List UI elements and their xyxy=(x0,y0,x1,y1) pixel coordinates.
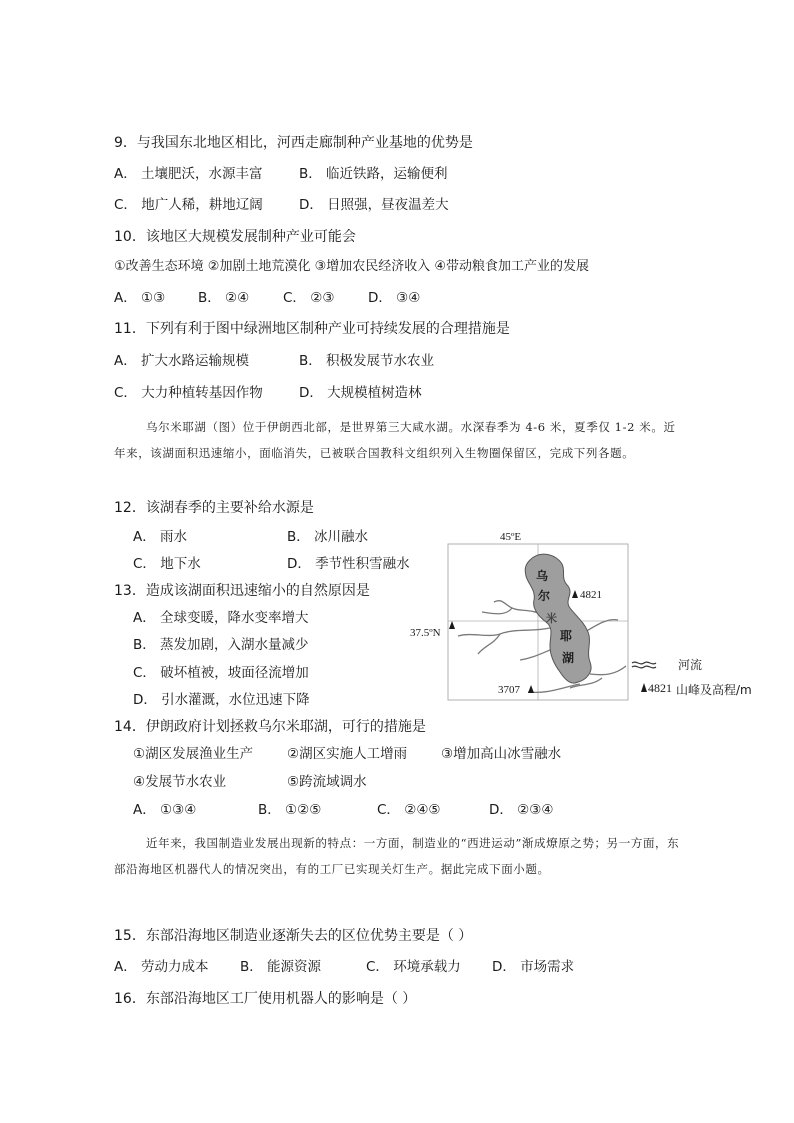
river xyxy=(482,608,512,614)
q15-options xyxy=(0,958,794,976)
q15-stem: 15．东部沿海地区制造业逐渐失去的区位优势主要是（ ） xyxy=(114,928,473,944)
q12-option-a: A． 雨水 xyxy=(133,529,188,545)
q14-stem: 14．伊朗政府计划拯救乌尔米耶湖，可行的措施是 xyxy=(114,719,426,735)
q16-stem: 16．东部沿海地区工厂使用机器人的影响是（ ） xyxy=(114,991,417,1007)
q13-option-d: D． 引水灌溉，水位迅速下降 xyxy=(133,692,310,708)
q9-options-2 xyxy=(0,196,794,214)
river xyxy=(590,666,626,675)
q12-options-2 xyxy=(0,555,420,573)
q12-option-b: B． 冰川融水 xyxy=(287,529,369,545)
q10-option-b: B． ②④ xyxy=(198,290,250,306)
passage-manufacturing: 近年来，我国制造业发展出现新的特点：一方面，制造业的“西进运动”渐成燎原之势；另一方面，东部沿海地区机器代人的情况突出，有的工厂已实现关灯生产。据此完成下面小题。 xyxy=(114,836,680,876)
q11-option-d: D． 大规模植树造林 xyxy=(299,385,422,401)
lake-char-2: 尔 xyxy=(538,589,551,603)
q9-options xyxy=(0,165,794,183)
q13-option-a: A． 全球变暖，降水变率增大 xyxy=(133,610,309,626)
q11-option-c: C． 大力种植转基因作物 xyxy=(114,385,263,401)
q13-option-b: B． 蒸发加剧，入湖水量减少 xyxy=(133,637,309,653)
q14-item-1: ①湖区发展渔业生产 xyxy=(133,746,254,762)
q15-option-b: B． 能源资源 xyxy=(240,959,322,975)
river-legend-icon xyxy=(632,662,656,664)
peak-icon xyxy=(528,685,534,693)
q10-stem: 10．该地区大规模发展制种产业可能会 xyxy=(114,229,356,245)
q15-option-d: D． 市场需求 xyxy=(492,959,575,975)
river xyxy=(528,684,580,692)
q10-items: ①改善生态环境 ②加剧土地荒漠化 ③增加农民经济收入 ④带动粮食加工产业的发展 xyxy=(114,259,590,274)
map-svg xyxy=(410,528,770,703)
q9-option-d: D． 日照强，昼夜温差大 xyxy=(299,197,449,213)
q14-option-b: B． ①②⑤ xyxy=(258,802,322,818)
lake-char-1: 乌 xyxy=(536,569,549,583)
river-legend-icon xyxy=(632,666,656,668)
peak-legend-icon xyxy=(641,683,647,692)
lake-char-5: 湖 xyxy=(562,651,575,665)
q12-stem: 12．该湖春季的主要补给水源是 xyxy=(114,500,314,516)
peak1-elevation: 4821 xyxy=(580,589,602,601)
lake-char-4: 耶 xyxy=(560,629,573,643)
q11-option-b: B． 积极发展节水农业 xyxy=(299,353,435,369)
q14-option-d: D． ②③④ xyxy=(489,802,554,818)
q9-stem: 9．与我国东北地区相比，河西走廊制种产业基地的优势是 xyxy=(114,135,473,151)
q12-option-d: D． 季节性积雪融水 xyxy=(287,556,410,572)
q10-option-a: A． ①③ xyxy=(114,290,166,306)
legend-peak-label: 山峰及高程/m xyxy=(676,683,752,697)
q11-option-a: A． 扩大水路运输规模 xyxy=(114,353,250,369)
q11-stem: 11．下列有利于图中绿洲地区制种产业可持续发展的合理措施是 xyxy=(114,321,510,337)
q9-option-b: B． 临近铁路，运输便利 xyxy=(299,166,448,182)
peak-icon xyxy=(572,590,578,598)
lake-char-3: 米 xyxy=(546,612,557,625)
q15-option-c: C． 环境承载力 xyxy=(366,959,461,975)
q14-item-5: ⑤跨流域调水 xyxy=(287,774,367,790)
q14-items-row1 xyxy=(0,745,794,763)
legend-peak-value: 4821 xyxy=(648,681,672,695)
q14-option-a: A． ①③④ xyxy=(133,802,197,818)
q14-item-4: ④发展节水农业 xyxy=(133,774,227,790)
q10-option-c: C． ②③ xyxy=(283,290,335,306)
passage-urmia: 乌尔米耶湖（图）位于伊朗西北部，是世界第三大咸水湖。水深春季为 4-6 米，夏季仅 1-2 米。近年来，该湖面积迅速缩小，面临消失，已被联合国教科文组织列入生物圈保留区，完成下列各题。 xyxy=(114,420,676,460)
q11-options xyxy=(0,352,794,370)
q14-options xyxy=(0,801,794,819)
q13-option-c: C． 破坏植被，坡面径流增加 xyxy=(133,665,309,681)
q9-option-a: A． 土壤肥沃，水源丰富 xyxy=(114,166,263,182)
q14-item-3: ③增加高山冰雪融水 xyxy=(441,746,562,762)
q12-option-c: C． 地下水 xyxy=(133,556,201,572)
peak-icon xyxy=(449,621,455,629)
longitude-label: 45ºE xyxy=(500,531,522,543)
latitude-label: 37.5ºN xyxy=(410,627,441,639)
peak2-elevation: 3707 xyxy=(498,684,520,696)
urmia-lake-map xyxy=(410,528,770,703)
river xyxy=(585,620,618,632)
q14-items-row2 xyxy=(0,773,794,791)
q15-option-a: A． 劳动力成本 xyxy=(114,959,209,975)
q11-options-2 xyxy=(0,384,794,402)
legend-river-label: 河流 xyxy=(678,658,703,672)
river xyxy=(478,634,500,654)
river xyxy=(458,628,550,636)
q12-options xyxy=(0,528,420,546)
q9-option-c: C． 地广人稀，耕地辽阔 xyxy=(114,197,263,213)
q10-option-d: D． ③④ xyxy=(368,290,421,306)
q14-item-2: ②湖区实施人工增雨 xyxy=(287,746,408,762)
q14-option-c: C． ②④⑤ xyxy=(377,802,441,818)
q13-stem: 13．造成该湖面积迅速缩小的自然原因是 xyxy=(114,583,370,599)
q10-options xyxy=(0,289,794,307)
